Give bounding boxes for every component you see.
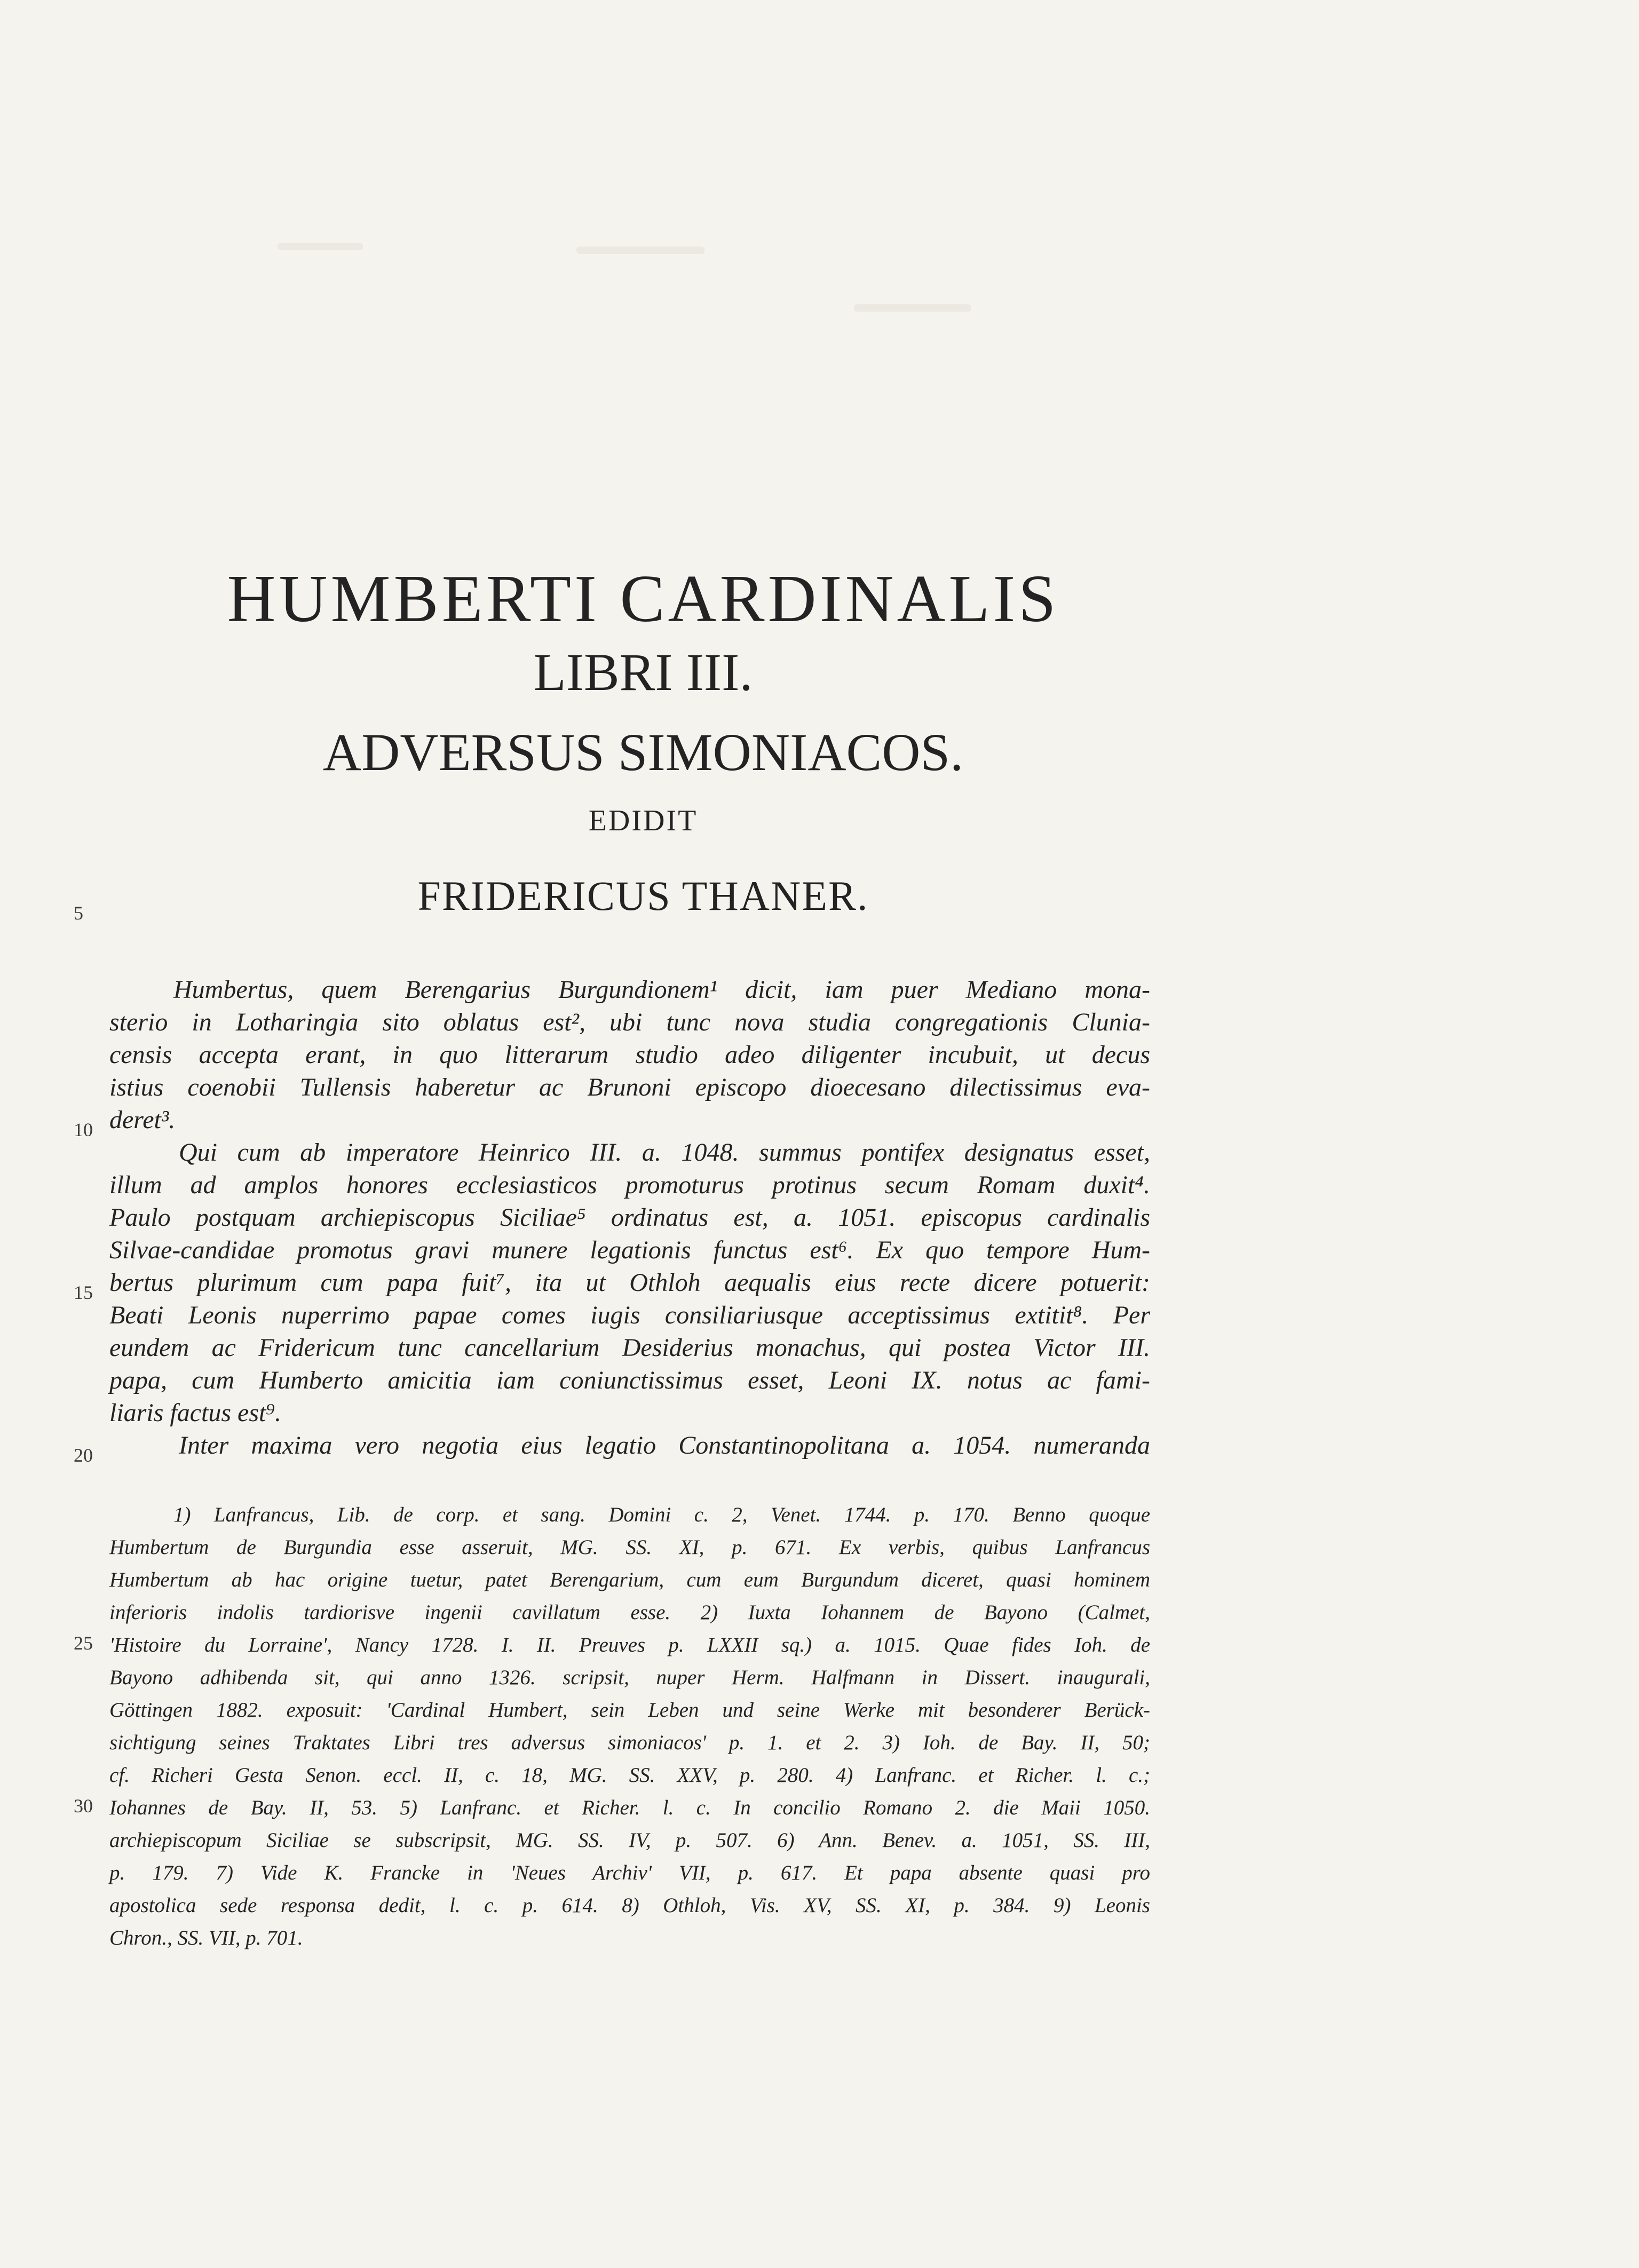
- body-line: illum ad amplos honores ecclesiasticos promoturus protinus secum Romam duxit⁴.: [109, 1171, 1150, 1199]
- line-number: 20: [74, 1445, 93, 1466]
- footnote-line: inferioris indolis tardiorisve ingenii cavillatum esse. 2) Iuxta Iohannem de Bayono (Calmet,: [109, 1601, 1150, 1624]
- body-line: Silvae-candidae promotus gravi munere legationis functus est⁶. Ex quo tempore Hum-: [109, 1236, 1150, 1264]
- title-block: [112, 562, 1174, 919]
- footnote-line: sichtigung seines Traktates Libri tres adversus simoniacos' p. 1. et 2. 3) Ioh. de Bay. II, 50;: [109, 1731, 1150, 1754]
- body-line: eundem ac Fridericum tunc cancellarium Desiderius monachus, qui postea Victor III.: [109, 1334, 1150, 1362]
- footnotes: [109, 1498, 1150, 1954]
- body-text: [109, 973, 1150, 1462]
- subtitle-adversus: ADVERSUS SIMONIACOS.: [322, 723, 964, 782]
- body-line: deret³.: [109, 1106, 176, 1134]
- footnote-line: 1) Lanfrancus, Lib. de corp. et sang. Domini c. 2, Venet. 1744. p. 170. Benno quoque: [173, 1503, 1150, 1526]
- footnote-line: Chron., SS. VII, p. 701.: [109, 1926, 303, 1949]
- body-line: Humbertus, quem Berengarius Burgundionem¹ dicit, iam puer Mediano mona-: [173, 976, 1150, 1004]
- body-line: Qui cum ab imperatore Heinrico III. a. 1048. summus pontifex designatus esset,: [179, 1138, 1150, 1167]
- bleed-through-mark: [278, 243, 363, 250]
- body-line: liaris factus est⁹.: [109, 1399, 282, 1427]
- footnote-line: p. 179. 7) Vide K. Francke in 'Neues Archiv' VII, p. 617. Et papa absente quasi pro: [109, 1861, 1150, 1884]
- footnote-line: Bayono adhibenda sit, qui anno 1326. scripsit, nuper Herm. Halfmann in Dissert. inaugurali,: [109, 1666, 1150, 1689]
- body-line: papa, cum Humberto amicitia iam coniunctissimus esset, Leoni IX. notus ac fami-: [109, 1366, 1150, 1394]
- body-line: censis accepta erant, in quo litterarum studio adeo diligenter incubuit, ut decus: [109, 1041, 1150, 1069]
- footnote-line: Iohannes de Bay. II, 53. 5) Lanfranc. et Richer. l. c. In concilio Romano 2. die Maii 1050.: [109, 1796, 1150, 1819]
- body-line: istius coenobii Tullensis haberetur ac Brunoni episcopo dioecesano dilectissimus eva-: [109, 1073, 1150, 1101]
- bleed-through-mark: [576, 247, 704, 254]
- footnote-line: Humbertum ab hac origine tuetur, patet Berengarium, cum eum Burgundum diceret, quasi hominem: [109, 1568, 1150, 1591]
- footnote-line: archiepiscopum Siciliae se subscripsit, MG. SS. IV, p. 507. 6) Ann. Benev. a. 1051, SS. III,: [109, 1829, 1150, 1852]
- footnote-line: Göttingen 1882. exposuit: 'Cardinal Humbert, sein Leben und seine Werke mit besonderer Berück-: [109, 1699, 1150, 1722]
- footnote-line: apostolica sede responsa dedit, l. c. p. 614. 8) Othloh, Vis. XV, SS. XI, p. 384. 9) Leonis: [109, 1894, 1150, 1917]
- line-number: 30: [74, 1795, 93, 1817]
- footnote-line: cf. Richeri Gesta Senon. eccl. II, c. 18, MG. SS. XXV, p. 280. 4) Lanfranc. et Richer. l. c.;: [109, 1764, 1150, 1787]
- body-line: Beati Leonis nuperrimo papae comes iugis consiliariusque acceptissimus extitit⁸. Per: [109, 1301, 1150, 1329]
- line-number: 10: [74, 1119, 93, 1140]
- line-number: 15: [74, 1282, 93, 1303]
- footnote-line: 'Histoire du Lorraine', Nancy 1728. I. II. Preuves p. LXXII sq.) a. 1015. Quae fides Ioh. de: [109, 1633, 1150, 1656]
- editor-name: FRIDERICUS THANER.: [417, 873, 869, 919]
- main-title: HUMBERTI CARDINALIS: [227, 562, 1059, 636]
- line-number: 25: [74, 1632, 93, 1654]
- line-number: 5: [74, 902, 83, 924]
- body-line: Paulo postquam archiepiscopus Siciliae⁵ ordinatus est, a. 1051. episcopus cardinalis: [109, 1203, 1150, 1232]
- edidit-label: EDIDIT: [588, 804, 698, 837]
- bleed-through-mark: [854, 304, 971, 312]
- footnote-line: Humbertum de Burgundia esse asseruit, MG. SS. XI, p. 671. Ex verbis, quibus Lanfrancus: [109, 1536, 1150, 1559]
- body-line: sterio in Lotharingia sito oblatus est², ubi tunc nova studia congregationis Clunia-: [109, 1008, 1150, 1036]
- body-line: Inter maxima vero negotia eius legatio Constantinopolitana a. 1054. numeranda: [179, 1431, 1150, 1460]
- subtitle-libri: LIBRI III.: [533, 643, 753, 702]
- body-line: bertus plurimum cum papa fuit⁷, ita ut Othloh aequalis eius recte dicere potuerit:: [109, 1268, 1150, 1297]
